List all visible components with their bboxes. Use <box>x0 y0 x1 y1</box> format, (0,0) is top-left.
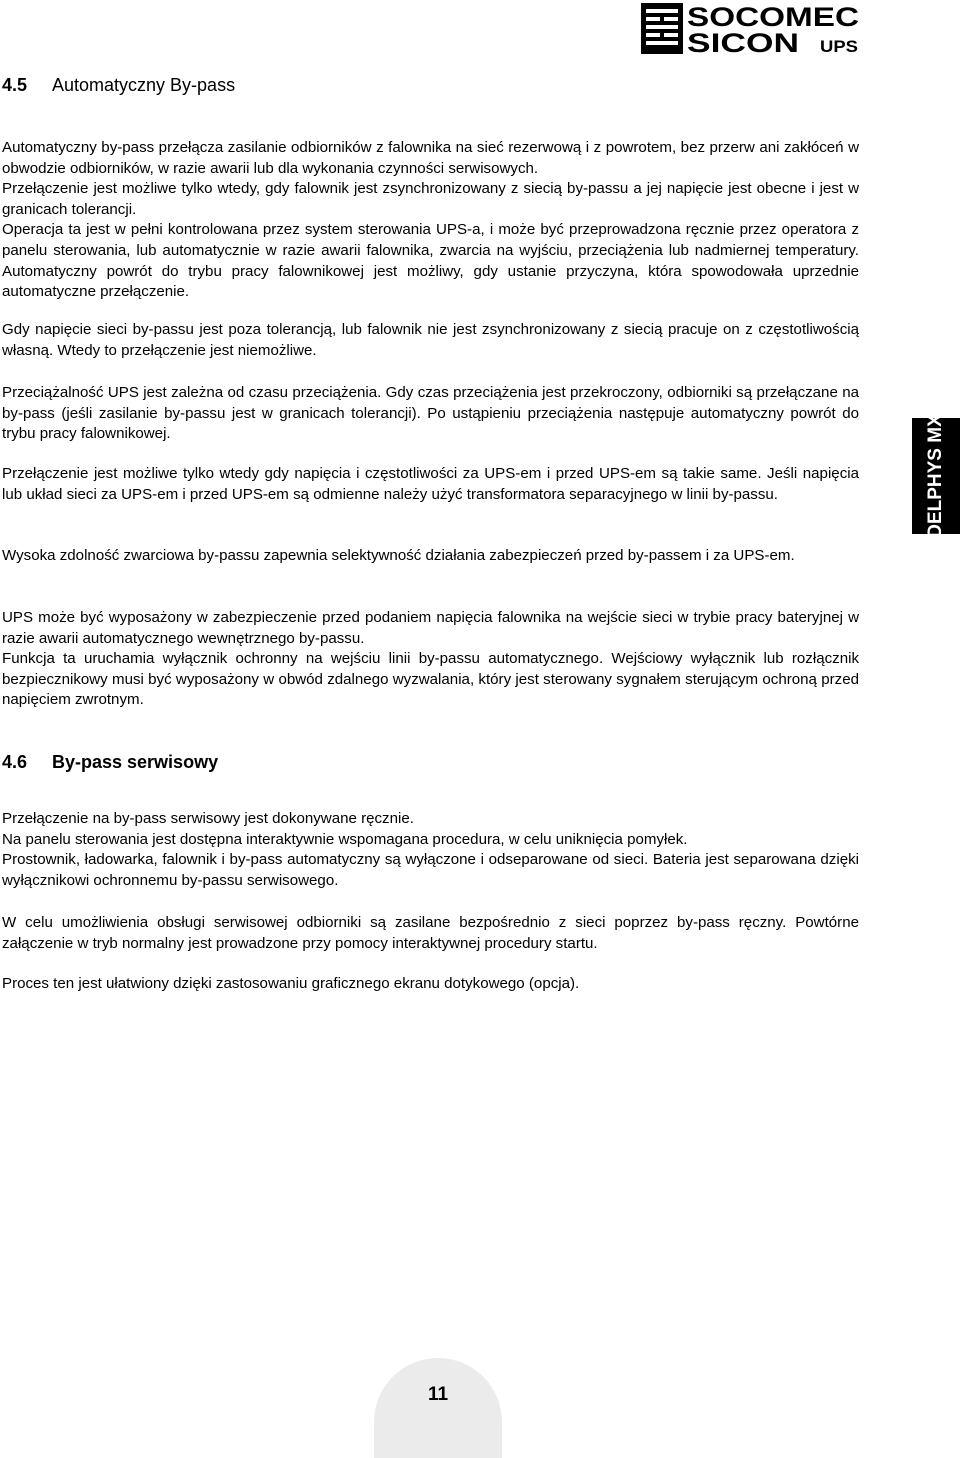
paragraph: Przeciążalność UPS jest zależna od czasu przeciążenia. Gdy czas przeciążenia jest przekroczony, odbiorniki są przełączane na by-pass (jeśli zasilanie by-passu jest w granicach tolerancji). Po ustąpieniu przeciążenia następuje automatyczny powrót do trybu pracy falownikowej. <box>2 384 859 443</box>
section-4-5-heading <box>2 74 235 96</box>
logo-line2: SICON <box>687 28 799 55</box>
paragraph: UPS może być wyposażony w zabezpieczenie przed podaniem napięcia falownika na wejście sieci w trybie pracy bateryjnej w razie awarii automatycznego wewnętrznego by-passu. Funkcja ta uruchamia wyłącznik ochronny na wejściu linii by-passu automatycznego. Wejściowy wyłącznik lub rozłącznik bezpiecznikowy musi być wyposażony w obwód zdalnego wyzwalania, który jest sterowany sygnałem sterującym ochroną przed napięciem zwrotnym. <box>2 609 859 709</box>
socomec-sicon-ups-logo <box>640 2 862 55</box>
section-4-6-heading <box>2 751 218 773</box>
side-tab-label: DELPHYS MX <box>925 414 946 538</box>
paragraph: Przełączenie na by-pass serwisowy jest dokonywane ręcznie. Na panelu sterowania jest dostępna interaktywnie wspomagana procedura, w celu uniknięcia pomyłek. Prostownik, ładowarka, falownik i by-pass automatyczny są wyłączone i odseparowane od sieci. Bateria jest separowana dzięki wyłącznikowi ochronnemu by-passu serwisowego. <box>2 810 859 889</box>
section-title: By-pass serwisowy <box>52 752 219 772</box>
paragraph: Wysoka zdolność zwarciowa by-passu zapewnia selektywność działania zabezpieczeń przed by-passem i za UPS-em. <box>2 547 795 564</box>
logo-line1: SOCOMEC <box>687 2 859 32</box>
section-number: 4.5 <box>2 75 28 95</box>
page-number-tab <box>374 1358 502 1458</box>
logo-suffix: UPS <box>820 37 858 55</box>
paragraph: Gdy napięcie sieci by-passu jest poza tolerancją, lub falownik nie jest zsynchronizowany z siecią pracuje on z częstotliwością własną. Wtedy to przełączenie jest niemożliwe. <box>2 321 859 359</box>
paragraph: W celu umożliwienia obsługi serwisowej odbiorniki są zasilane bezpośrednio z sieci poprzez by-pass ręczny. Powtórne załączenie w tryb normalny jest prowadzone przy pomocy interaktywnej procedury startu. <box>2 914 859 952</box>
section-title: Automatyczny By-pass <box>52 75 236 95</box>
section-number: 4.6 <box>2 752 28 772</box>
paragraph: Proces ten jest ułatwiony dzięki zastosowaniu graficznego ekranu dotykowego (opcja). <box>2 975 580 992</box>
paragraph: Przełączenie jest możliwe tylko wtedy gdy napięcia i częstotliwości za UPS-em i przed UPS-em są takie same. Jeśli napięcia lub układ sieci za UPS-em i przed UPS-em są odmienne należy użyć transformatora separacyjnego w linii by-passu. <box>2 465 859 503</box>
side-tab <box>912 414 960 538</box>
page-number: 11 <box>427 1384 449 1405</box>
paragraph: Automatyczny by-pass przełącza zasilanie odbiorników z falownika na sieć rezerwową i z powrotem, bez przerw ani zakłóceń w obwodzie odbiorników, w razie awarii lub dla wykonania czynności serwisowych. Przełączenie jest możliwe tylko wtedy, gdy falownik jest zsynchronizowany z siecią by-passu a jej napięcie jest obecne i jest w granicach tolerancji. Operacja ta jest w pełni kontrolowana przez system sterowania UPS-a, i może być przeprowadzona ręcznie przez operatora z panelu sterowania, lub automatycznie w razie awarii falownika, zwarcia na wyjściu, przeciążenia lub nadmiernej temperatury. Automatyczny powrót do trybu pracy falownikowej jest możliwy, gdy ustanie przyczyna, która spowodowała uprzednie automatyczne przełączenie. <box>2 139 859 301</box>
